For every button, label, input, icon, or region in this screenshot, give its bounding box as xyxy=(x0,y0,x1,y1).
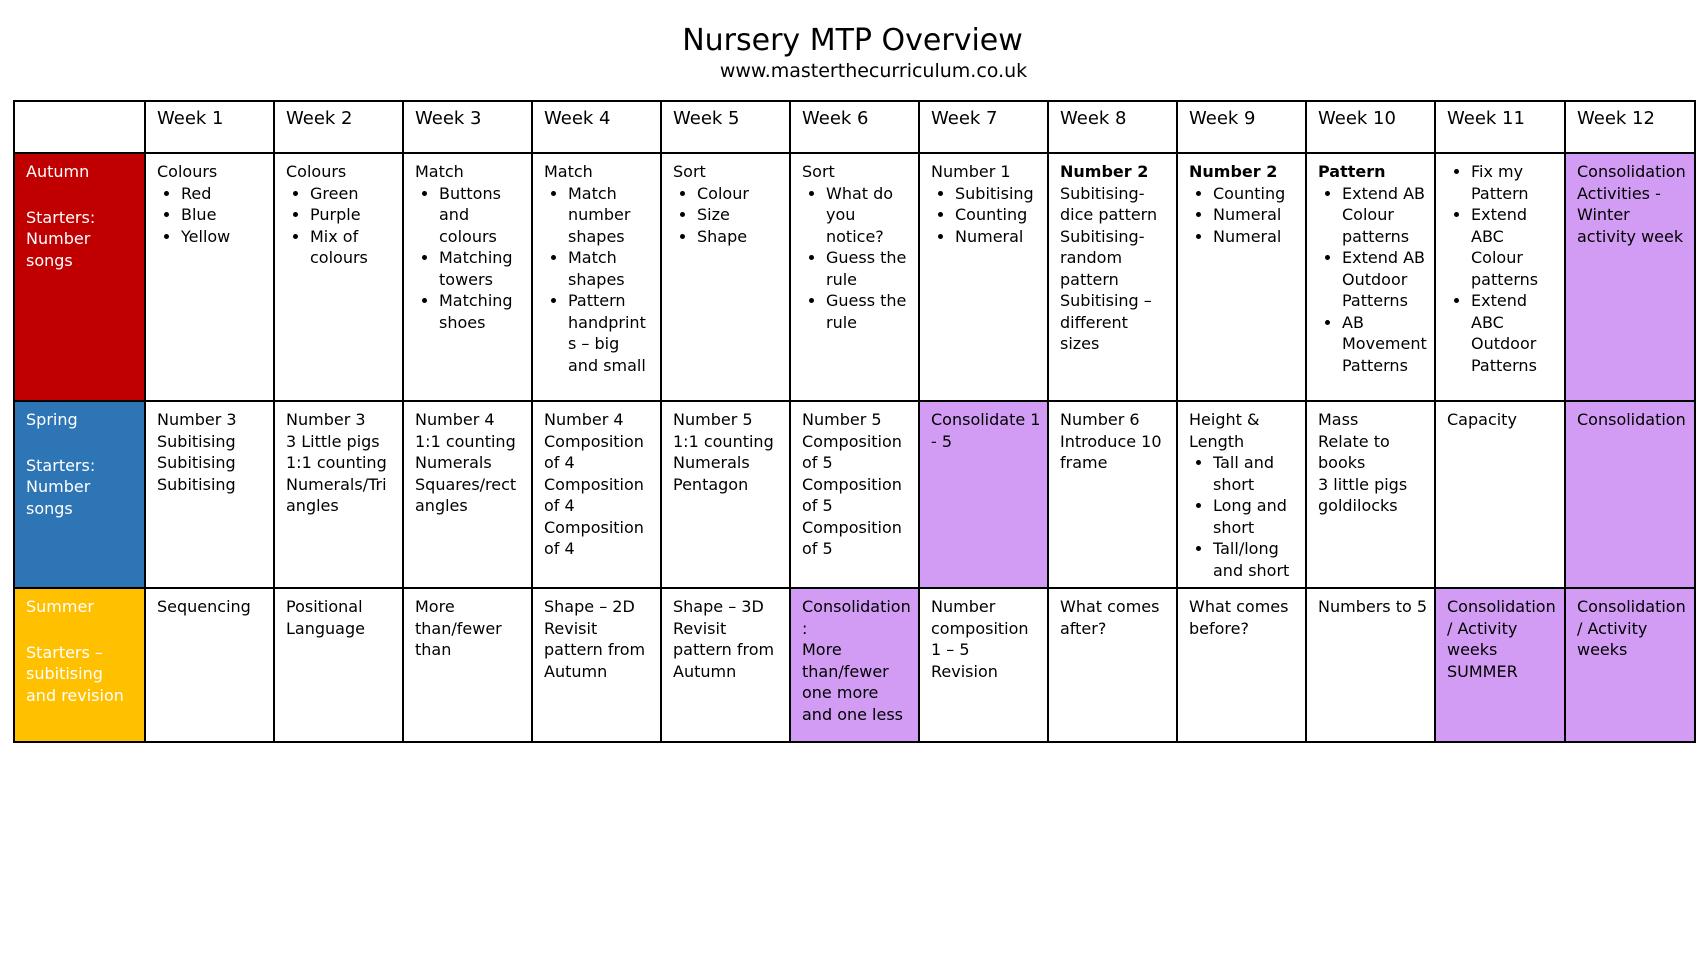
cell-line: Shape – 3D xyxy=(673,597,764,616)
cell-line: Composition of 5 xyxy=(802,431,902,472)
cell-line: Subitising xyxy=(157,431,236,451)
list-item: • Match shapes xyxy=(568,247,654,290)
cell-heading: Number 2 xyxy=(1189,162,1278,181)
list-item: • Guess the rule xyxy=(826,247,912,290)
list-item: • AB Movement Patterns xyxy=(1342,312,1428,377)
term-name: Summer xyxy=(26,597,94,616)
list-item: • Extend ABC Outdoor Patterns xyxy=(1471,290,1558,376)
list-item: • Green xyxy=(310,183,396,205)
cell-spring-week-2 xyxy=(274,401,403,588)
cell-line: Pentagon xyxy=(673,474,749,494)
cell-autumn-week-12: Consolidation Activities - Winter activity week xyxy=(1565,153,1695,401)
bullet-list xyxy=(1189,183,1299,248)
week-header: Week 1 xyxy=(145,101,274,153)
list-item: • Matching shoes xyxy=(439,290,525,333)
bullet-list xyxy=(286,183,396,269)
list-item: • Tall/long and short xyxy=(1213,538,1299,581)
cell-line: 1 – 5 Revision xyxy=(931,640,998,681)
cell-line: SUMMER xyxy=(1447,661,1518,681)
cell-line: Shape – 2D xyxy=(544,597,635,616)
cell-autumn-week-8 xyxy=(1048,153,1177,401)
list-item: • Shape xyxy=(697,226,783,248)
list-item: • Matching towers xyxy=(439,247,525,290)
page-subtitle-url: www.masterthecurriculum.co.uk xyxy=(719,60,1028,82)
cell-line: Relate to books xyxy=(1318,431,1390,472)
list-item: • Extend AB Colour patterns xyxy=(1342,183,1428,248)
list-item: • Subitising xyxy=(955,183,1041,205)
cell-line: 1:1 counting xyxy=(415,431,516,451)
cell-heading: Match xyxy=(544,162,593,181)
cell-line: 3 little pigs xyxy=(1318,474,1408,494)
term-starters: Starters: Number songs xyxy=(26,207,96,270)
cell-spring-week-10 xyxy=(1306,401,1435,588)
week-header: Week 12 xyxy=(1565,101,1695,153)
cell-line: 1:1 counting xyxy=(673,431,774,451)
cell-line: Number 4 xyxy=(544,410,624,429)
cell-summer-week-4 xyxy=(532,588,661,742)
week-header: Week 4 xyxy=(532,101,661,153)
cell-line: More than/fewer one more and one less xyxy=(802,640,904,724)
bullet-list xyxy=(1447,161,1558,376)
cell-autumn-week-4 xyxy=(532,153,661,401)
cell-line: Number 5 xyxy=(673,410,753,429)
cell-summer-week-5 xyxy=(661,588,790,742)
list-item: • Purple xyxy=(310,204,396,226)
list-item: • Tall and short xyxy=(1213,452,1299,495)
list-item: • Mix of colours xyxy=(310,226,396,269)
cell-heading: Sort xyxy=(802,162,835,181)
mtp-overview-table xyxy=(13,100,1696,743)
list-item: • Extend AB Outdoor Patterns xyxy=(1342,247,1428,312)
cell-line: Subitising xyxy=(157,474,236,494)
list-item: • Numeral xyxy=(955,226,1041,248)
cell-line: Squares/rectangles xyxy=(415,474,517,515)
cell-line: Numerals/Triangles xyxy=(286,474,387,515)
cell-line: Subitising – different sizes xyxy=(1060,291,1152,353)
cell-line: Number 6 xyxy=(1060,410,1140,429)
cell-heading: Sort xyxy=(673,162,706,181)
cell-autumn-week-3 xyxy=(403,153,532,401)
week-header: Week 3 xyxy=(403,101,532,153)
cell-line: Numerals xyxy=(673,453,750,472)
list-item: • Long and short xyxy=(1213,495,1299,538)
bullet-list xyxy=(802,183,912,334)
cell-summer-week-1: Sequencing xyxy=(145,588,274,742)
bullet-list xyxy=(415,183,525,334)
cell-line: Composition of 4 xyxy=(544,431,644,472)
cell-line: 1:1 counting xyxy=(286,453,387,472)
cell-spring-week-5 xyxy=(661,401,790,588)
term-cell-autumn xyxy=(14,153,145,401)
term-starters: Starters – subitising and revision xyxy=(26,642,124,705)
bullet-list xyxy=(1318,183,1428,377)
cell-autumn-week-10 xyxy=(1306,153,1435,401)
list-item: • Red xyxy=(181,183,267,205)
term-name: Autumn xyxy=(26,162,90,181)
term-starters: Starters: Number songs xyxy=(26,455,96,518)
cell-heading: Colours xyxy=(286,162,347,181)
cell-line: 3 Little pigs xyxy=(286,431,380,451)
cell-autumn-week-7 xyxy=(919,153,1048,401)
list-item: • Counting xyxy=(1213,183,1299,205)
cell-line: goldilocks xyxy=(1318,496,1398,515)
cell-spring-week-12: Consolidation xyxy=(1565,401,1695,588)
cell-line: Revisit pattern from Autumn xyxy=(673,618,775,681)
cell-autumn-week-1 xyxy=(145,153,274,401)
week-header: Week 6 xyxy=(790,101,919,153)
term-name: Spring xyxy=(26,410,78,429)
cell-line: Number 4 xyxy=(415,410,495,429)
cell-summer-week-11 xyxy=(1435,588,1565,742)
cell-line: Subitising- random pattern xyxy=(1060,226,1145,289)
list-item: • Blue xyxy=(181,204,267,226)
cell-summer-week-6 xyxy=(790,588,919,742)
list-item: • Numeral xyxy=(1213,226,1299,248)
cell-summer-week-2: Positional Language xyxy=(274,588,403,742)
week-header: Week 10 xyxy=(1306,101,1435,153)
list-item: • Fix my Pattern xyxy=(1471,161,1558,204)
week-header: Week 11 xyxy=(1435,101,1565,153)
cell-summer-week-7 xyxy=(919,588,1048,742)
week-header: Week 5 xyxy=(661,101,790,153)
cell-spring-week-7: Consolidate 1 - 5 xyxy=(919,401,1048,588)
spring-row xyxy=(14,401,1695,588)
term-cell-summer xyxy=(14,588,145,742)
cell-line: Introduce 10 frame xyxy=(1060,431,1162,472)
bullet-list xyxy=(931,183,1041,248)
list-item: • Colour xyxy=(697,183,783,205)
cell-line: Numerals xyxy=(415,453,492,472)
bullet-list xyxy=(673,183,783,248)
cell-line: Subitising- dice pattern xyxy=(1060,183,1158,224)
cell-line: Mass xyxy=(1318,410,1359,429)
autumn-row xyxy=(14,153,1695,401)
week-header: Week 2 xyxy=(274,101,403,153)
cell-line: Composition of 4 xyxy=(544,474,644,515)
cell-line: Composition of 4 xyxy=(544,517,644,558)
list-item: • Counting xyxy=(955,204,1041,226)
list-item: • Size xyxy=(697,204,783,226)
cell-summer-week-3: More than/fewer than xyxy=(403,588,532,742)
bullet-list xyxy=(157,183,267,248)
cell-line: Number composition xyxy=(931,597,1029,638)
cell-spring-week-1 xyxy=(145,401,274,588)
list-item: • Pattern handprints – big and small xyxy=(568,290,654,376)
cell-autumn-week-6 xyxy=(790,153,919,401)
cell-spring-week-11: Capacity xyxy=(1435,401,1565,588)
list-item: • Match number shapes xyxy=(568,183,654,248)
cell-heading: Height & Length xyxy=(1189,410,1260,451)
cell-summer-week-10: Numbers to 5 xyxy=(1306,588,1435,742)
cell-line: Subitising xyxy=(157,453,236,472)
cell-heading: Colours xyxy=(157,162,218,181)
cell-spring-week-9 xyxy=(1177,401,1306,588)
cell-summer-week-9: What comes before? xyxy=(1177,588,1306,742)
list-item: • Buttons and colours xyxy=(439,183,525,248)
list-item: • What do you notice? xyxy=(826,183,912,248)
list-item: • Extend ABC Colour patterns xyxy=(1471,204,1558,290)
cell-spring-week-4 xyxy=(532,401,661,588)
cell-line: Composition of 5 xyxy=(802,517,902,558)
cell-heading: Match xyxy=(415,162,464,181)
term-cell-spring xyxy=(14,401,145,588)
cell-spring-week-6 xyxy=(790,401,919,588)
corner-cell xyxy=(14,101,145,153)
cell-line: Number 3 xyxy=(157,410,237,429)
list-item: • Yellow xyxy=(181,226,267,248)
cell-heading: Number 1 xyxy=(931,162,1011,181)
cell-spring-week-3 xyxy=(403,401,532,588)
list-item: • Numeral xyxy=(1213,204,1299,226)
cell-line: Number 3 xyxy=(286,410,366,429)
cell-autumn-week-11 xyxy=(1435,153,1565,401)
list-item: • Guess the rule xyxy=(826,290,912,333)
cell-autumn-week-9 xyxy=(1177,153,1306,401)
summer-row xyxy=(14,588,1695,742)
cell-autumn-week-2 xyxy=(274,153,403,401)
cell-spring-week-8 xyxy=(1048,401,1177,588)
cell-line: Number 5 xyxy=(802,410,882,429)
cell-line: Consolidation / Activity weeks xyxy=(1447,597,1556,659)
week-header: Week 9 xyxy=(1177,101,1306,153)
week-header: Week 7 xyxy=(919,101,1048,153)
cell-heading: Number 2 xyxy=(1060,162,1149,181)
cell-summer-week-8: What comes after? xyxy=(1048,588,1177,742)
bullet-list xyxy=(1189,452,1299,581)
week-header-row xyxy=(14,101,1695,153)
bullet-list xyxy=(544,183,654,377)
cell-heading: Pattern xyxy=(1318,162,1386,181)
cell-line: Composition of 5 xyxy=(802,474,902,515)
cell-line: Revisit pattern from Autumn xyxy=(544,618,646,681)
week-header: Week 8 xyxy=(1048,101,1177,153)
page-title: Nursery MTP Overview xyxy=(682,23,1023,58)
page-header xyxy=(0,22,1707,82)
cell-line: Consolidation: xyxy=(802,597,911,638)
cell-autumn-week-5 xyxy=(661,153,790,401)
cell-summer-week-12: Consolidation / Activity weeks xyxy=(1565,588,1695,742)
